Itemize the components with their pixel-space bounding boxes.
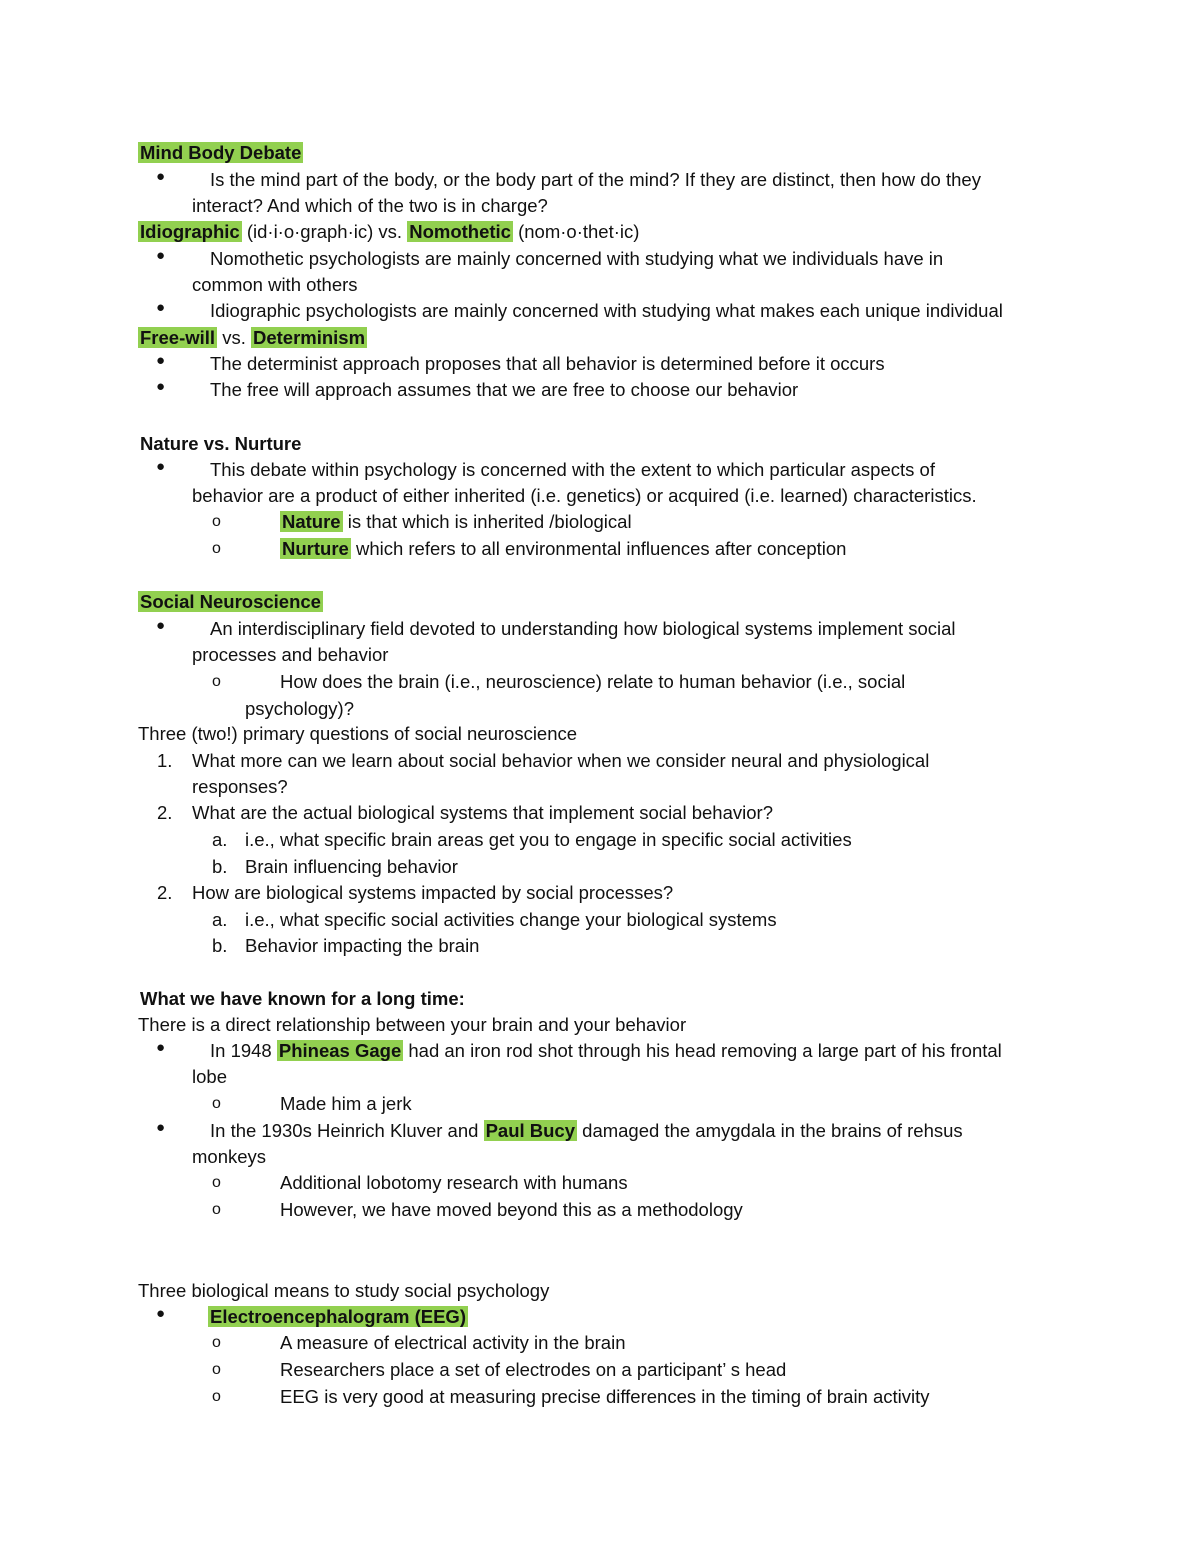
body-text: Made him a jerk	[280, 1093, 412, 1114]
body-text: Idiographic psychologists are mainly concerned with studying what makes each unique individual	[210, 300, 1003, 321]
body-text: Is the mind part of the body, or the body part of the mind? If they are distinct, then how do they	[210, 169, 981, 190]
bullet-icon: ●	[156, 168, 166, 185]
list-letter: a.	[212, 909, 228, 930]
circle-bullet-icon: o	[212, 1095, 221, 1112]
body-text: What are the actual biological systems that implement social behavior?	[192, 802, 773, 823]
body-text: Additional lobotomy research with humans	[280, 1172, 628, 1193]
body-text: responses?	[192, 776, 288, 797]
body-text: Behavior impacting the brain	[245, 935, 480, 956]
circle-bullet-icon: o	[212, 540, 221, 557]
bullet-icon: ●	[156, 1119, 166, 1136]
bullet-icon: ●	[156, 352, 166, 369]
body-text: interact? And which of the two is in charge?	[192, 195, 548, 216]
body-text: Researchers place a set of electrodes on a participant’ s head	[280, 1359, 787, 1380]
body-text: The determinist approach proposes that all behavior is determined before it occurs	[210, 353, 885, 374]
bullet-icon: ●	[156, 617, 166, 634]
body-text: i.e., what specific social activities change your biological systems	[245, 909, 777, 930]
body-text: In 1948 Phineas Gage had an iron rod shot through his head removing a large part of his frontal	[210, 1040, 1002, 1061]
body-text: In the 1930s Heinrich Kluver and Paul Bucy damaged the amygdala in the brains of rehsus	[210, 1120, 963, 1141]
circle-bullet-icon: o	[212, 1201, 221, 1218]
list-number: 1.	[157, 750, 173, 771]
body-text: The free will approach assumes that we are free to choose our behavior	[210, 379, 799, 400]
circle-bullet-icon: o	[212, 673, 221, 690]
body-text: Nature is that which is inherited /biological	[282, 511, 632, 532]
list-number: 2.	[157, 802, 173, 823]
body-text: Nomothetic psychologists are mainly concerned with studying what we individuals have in	[210, 248, 944, 269]
body-text: Three (two!) primary questions of social neuroscience	[138, 723, 578, 744]
body-text: i.e., what specific brain areas get you to engage in specific social activities	[245, 829, 852, 850]
list-letter: a.	[212, 829, 228, 850]
body-text: monkeys	[192, 1146, 267, 1167]
bullet-icon: ●	[156, 247, 166, 264]
body-text: However, we have moved beyond this as a methodology	[280, 1199, 743, 1220]
body-text: What more can we learn about social behavior when we consider neural and physiological	[192, 750, 930, 771]
circle-bullet-icon: o	[212, 1334, 221, 1351]
heading-nature-nurture: Nature vs. Nurture	[140, 433, 302, 454]
heading-freewill: Free-will vs. Determinism	[140, 327, 366, 348]
bullet-icon: ●	[156, 299, 166, 316]
body-text: A measure of electrical activity in the brain	[280, 1332, 626, 1353]
list-number: 2.	[157, 882, 173, 903]
body-text: Nurture which refers to all environmental influences after conception	[282, 538, 847, 559]
body-text: behavior are a product of either inherited (i.e. genetics) or acquired (i.e. learned) characteristics.	[192, 485, 977, 506]
bullet-icon: ●	[156, 458, 166, 475]
body-text: EEG is very good at measuring precise differences in the timing of brain activity	[280, 1386, 930, 1407]
circle-bullet-icon: o	[212, 1361, 221, 1378]
circle-bullet-icon: o	[212, 1174, 221, 1191]
body-text: This debate within psychology is concerned with the extent to which particular aspects of	[210, 459, 935, 480]
list-letter: b.	[212, 856, 228, 877]
list-letter: b.	[212, 935, 228, 956]
heading-idio-nomo: Idiographic (id·i·o·graph·ic) vs. Nomothetic (nom·o·thet·ic)	[140, 221, 640, 242]
body-text: An interdisciplinary field devoted to understanding how biological systems implement social	[210, 618, 956, 639]
circle-bullet-icon: o	[212, 1388, 221, 1405]
body-text: Three biological means to study social psychology	[138, 1280, 550, 1301]
heading-mind-body: Mind Body Debate	[140, 142, 302, 163]
body-text: processes and behavior	[192, 644, 389, 665]
body-text: common with others	[192, 274, 358, 295]
body-text: lobe	[192, 1066, 227, 1087]
heading-social-neuroscience: Social Neuroscience	[140, 591, 321, 612]
body-text: How does the brain (i.e., neuroscience) relate to human behavior (i.e., social	[280, 671, 906, 692]
body-text: Brain influencing behavior	[245, 856, 458, 877]
bullet-icon: ●	[156, 378, 166, 395]
body-text: psychology)?	[245, 698, 355, 719]
bullet-icon: ●	[156, 1039, 166, 1056]
circle-bullet-icon: o	[212, 513, 221, 530]
heading-known: What we have known for a long time:	[140, 988, 465, 1009]
body-text: There is a direct relationship between your brain and your behavior	[138, 1014, 687, 1035]
eeg-heading: Electroencephalogram (EEG)	[210, 1306, 466, 1327]
body-text: How are biological systems impacted by social processes?	[192, 882, 674, 903]
bullet-icon: ●	[156, 1305, 166, 1322]
